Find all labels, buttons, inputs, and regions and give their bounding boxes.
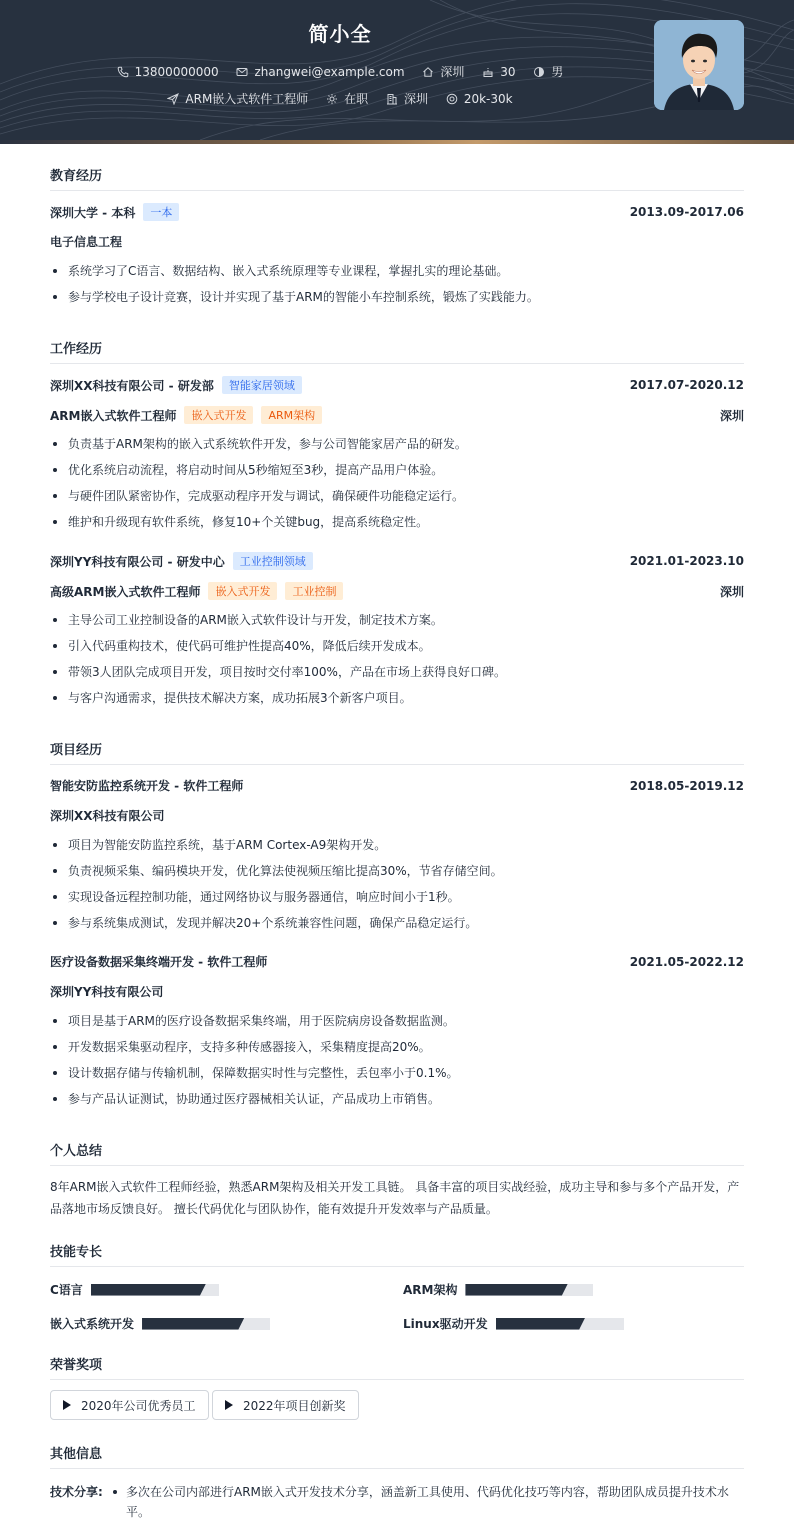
- list-item: 设计数据存储与传输机制，保障数据实时性与完整性，丢包率小于0.1%。: [50, 1065, 744, 1091]
- job-2-domain-tag: 工业控制领域: [233, 552, 313, 570]
- skill-level-bar: [496, 1318, 624, 1330]
- skill-level-bar: [91, 1284, 219, 1296]
- job-1-period: 2017.07-2020.12: [629, 378, 744, 392]
- job-2-bullets: [50, 612, 744, 716]
- list-item: 负责视频采集、编码模块开发，优化算法使视频压缩比提高30%，节省存储空间。: [50, 863, 744, 889]
- skill-name: ARM架构: [403, 1283, 458, 1297]
- project-1-period: 2018.05-2019.12: [629, 778, 744, 793]
- job-1-company: 深圳XX科技有限公司 - 研发部: [50, 378, 214, 393]
- email-info: [236, 65, 404, 79]
- project-2-company: 深圳YY科技有限公司: [50, 985, 164, 999]
- education-bullets: [50, 263, 744, 315]
- resume-header: [0, 0, 794, 140]
- list-item: 维护和升级现有软件系统，修复10+个关键bug，提高系统稳定性。: [50, 514, 744, 540]
- list-item: 项目是基于ARM的医疗设备数据采集终端，用于医院病房设备数据监测。: [50, 1013, 744, 1039]
- skill-name: Linux驱动开发: [403, 1317, 488, 1331]
- triangle-right-icon: [225, 1400, 233, 1410]
- status-text: 在职: [344, 92, 369, 106]
- job-1-position-row: [50, 406, 744, 424]
- skill-item: [403, 1281, 593, 1298]
- age-info: [482, 65, 515, 79]
- project-2-header-row: [50, 953, 744, 970]
- project-1-company-row: [50, 807, 744, 824]
- education-section-title: 教育经历: [50, 165, 744, 191]
- contact-info-row: [0, 63, 680, 81]
- job-1-skill-tag: ARM架构: [261, 406, 322, 424]
- award-label: 2020年公司优秀员工: [81, 1398, 196, 1413]
- skill-level-fill: [91, 1284, 206, 1296]
- award-badge: [50, 1390, 209, 1420]
- job-1-bullets: [50, 436, 744, 540]
- list-item: 参与产品认证测试，协助通过医疗器械相关认证，产品成功上市销售。: [50, 1091, 744, 1117]
- list-item: 主导公司工业控制设备的ARM嵌入式软件设计与开发，制定技术方案。: [50, 612, 744, 638]
- avatar-portrait: [654, 20, 744, 110]
- email-text: zhangwei@example.com: [254, 64, 405, 79]
- list-item: 与客户沟通需求，提供技术解决方案，成功拓展3个新客户项目。: [50, 690, 744, 716]
- job-2-skill-tag: 嵌入式开发: [208, 582, 277, 600]
- coin-icon: [446, 93, 458, 105]
- skill-level-bar: [465, 1284, 593, 1296]
- header-accent-bar: [0, 140, 794, 144]
- major-row: [50, 233, 744, 250]
- job-2-position-row: [50, 582, 744, 600]
- job-2-header-row: [50, 552, 744, 570]
- project-1-company: 深圳XX科技有限公司: [50, 809, 165, 823]
- awards-section-title: 荣誉奖项: [50, 1354, 744, 1380]
- list-item: 系统学习了C语言、数据结构、嵌入式系统原理等专业课程，掌握扎实的理论基础。: [50, 263, 744, 289]
- school-tier-tag: 一本: [143, 203, 179, 221]
- project-1-bullets: [50, 837, 744, 941]
- job-2-position: 高级ARM嵌入式软件工程师: [50, 584, 201, 599]
- list-item: 项目为智能安防监控系统，基于ARM Cortex-A9架构开发。: [50, 837, 744, 863]
- job-1-skill-tag: 嵌入式开发: [184, 406, 253, 424]
- list-item: 参与学校电子设计竞赛，设计并实现了基于ARM的智能小车控制系统，锻炼了实践能力。: [50, 289, 744, 315]
- job-2-skill-tag: 工业控制: [285, 582, 343, 600]
- location-text: 深圳: [440, 65, 465, 79]
- status-info: [326, 90, 368, 107]
- list-item: 参与系统集成测试，发现并解决20+个系统兼容性问题，确保产品稳定运行。: [50, 915, 744, 941]
- salary-info: [446, 92, 513, 106]
- skill-level-bar: [142, 1318, 270, 1330]
- mail-icon: [236, 66, 248, 78]
- job-intent-row: [0, 90, 680, 108]
- project-2-name: 医疗设备数据采集终端开发 - 软件工程师: [50, 955, 268, 969]
- skill-level-fill: [465, 1284, 567, 1296]
- list-item: 与硬件团队紧密协作，完成驱动程序开发与调试，确保硬件功能稳定运行。: [50, 488, 744, 514]
- send-icon: [167, 93, 179, 105]
- list-item: 引入代码重构技术，使代码可维护性提高40%，降低后续开发成本。: [50, 638, 744, 664]
- avatar: [654, 20, 744, 110]
- list-item: 实现设备远程控制功能，通过网络协议与服务器通信，响应时间小于1秒。: [50, 889, 744, 915]
- education-header-row: [50, 203, 744, 221]
- skill-item: [403, 1315, 624, 1332]
- skills-section-title: 技能专长: [50, 1241, 744, 1267]
- list-item: 负责基于ARM架构的嵌入式系统软件开发，参与公司智能家居产品的研发。: [50, 436, 744, 462]
- skill-level-fill: [496, 1318, 586, 1330]
- project-2-company-row: [50, 983, 744, 1000]
- skill-item: [50, 1281, 219, 1298]
- job-1-header-row: [50, 376, 744, 394]
- phone-info: [117, 65, 219, 79]
- list-item: 优化系统启动流程，将启动时间从5秒缩短至3秒，提高产品用户体验。: [50, 462, 744, 488]
- skill-item: [50, 1315, 270, 1332]
- project-2-bullets: [50, 1013, 744, 1117]
- cake-icon: [482, 66, 494, 78]
- skill-level-fill: [142, 1318, 244, 1330]
- summary-section-title: 个人总结: [50, 1140, 744, 1166]
- candidate-name: 简小全: [308, 22, 372, 46]
- gender-icon: [533, 66, 545, 78]
- triangle-right-icon: [63, 1400, 71, 1410]
- job-1-position: ARM嵌入式软件工程师: [50, 408, 177, 423]
- other-info-row: [50, 1482, 744, 1522]
- major-name: 电子信息工程: [50, 235, 123, 249]
- phone-icon: [117, 66, 129, 78]
- project-1-name: 智能安防监控系统开发 - 软件工程师: [50, 779, 244, 793]
- list-item: 带领3人团队完成项目开发，项目按时交付率100%，产品在市场上获得良好口碑。: [50, 664, 744, 690]
- target-position-info: [167, 90, 308, 107]
- target-city-info: [386, 90, 428, 107]
- job-2-company: 深圳YY科技有限公司 - 研发中心: [50, 554, 225, 569]
- age-text: 30: [500, 64, 516, 79]
- gear-icon: [326, 93, 338, 105]
- work-section-title: 工作经历: [50, 338, 744, 364]
- gender-info: [533, 63, 563, 80]
- job-2-period: 2021.01-2023.10: [629, 554, 744, 568]
- home-icon: [422, 66, 434, 78]
- location-info: [422, 63, 464, 80]
- job-1-domain-tag: 智能家居领域: [222, 376, 302, 394]
- project-2-period: 2021.05-2022.12: [629, 954, 744, 969]
- project-1-header-row: [50, 777, 744, 794]
- list-item: 开发数据采集驱动程序，支持多种传感器接入，采集精度提高20%。: [50, 1039, 744, 1065]
- job-2-city: 深圳: [719, 584, 744, 599]
- job-1-city: 深圳: [719, 408, 744, 423]
- target-position-text: ARM嵌入式软件工程师: [185, 92, 309, 106]
- other-info-text: 多次在公司内部进行ARM嵌入式开发技术分享，涵盖新工具使用、代码优化技巧等内容，帮助团队成员提升技术水平。: [110, 1482, 744, 1522]
- award-badge: [212, 1390, 359, 1420]
- school-name: 深圳大学 - 本科: [50, 205, 136, 220]
- skill-name: 嵌入式系统开发: [50, 1317, 135, 1331]
- building-icon: [386, 93, 398, 105]
- other-info-label: 技术分享:: [50, 1485, 103, 1499]
- other-section-title: 其他信息: [50, 1443, 744, 1469]
- award-label: 2022年项目创新奖: [243, 1398, 346, 1413]
- skill-name: C语言: [50, 1283, 83, 1297]
- summary-text: 8年ARM嵌入式软件工程师经验，熟悉ARM架构及相关开发工具链。 具备丰富的项目实战经验，成功主导和参与多个产品开发，产品落地市场反馈良好。 擅长代码优化与团队协作，能有效提升开发效率与产品质量。: [50, 1180, 740, 1216]
- gender-text: 男: [551, 65, 564, 79]
- projects-section-title: 项目经历: [50, 739, 744, 765]
- education-period: 2013.09-2017.06: [629, 205, 744, 219]
- target-city-text: 深圳: [403, 92, 428, 106]
- salary-text: 20k-30k: [463, 91, 513, 106]
- phone-text: 13800000000: [134, 64, 219, 79]
